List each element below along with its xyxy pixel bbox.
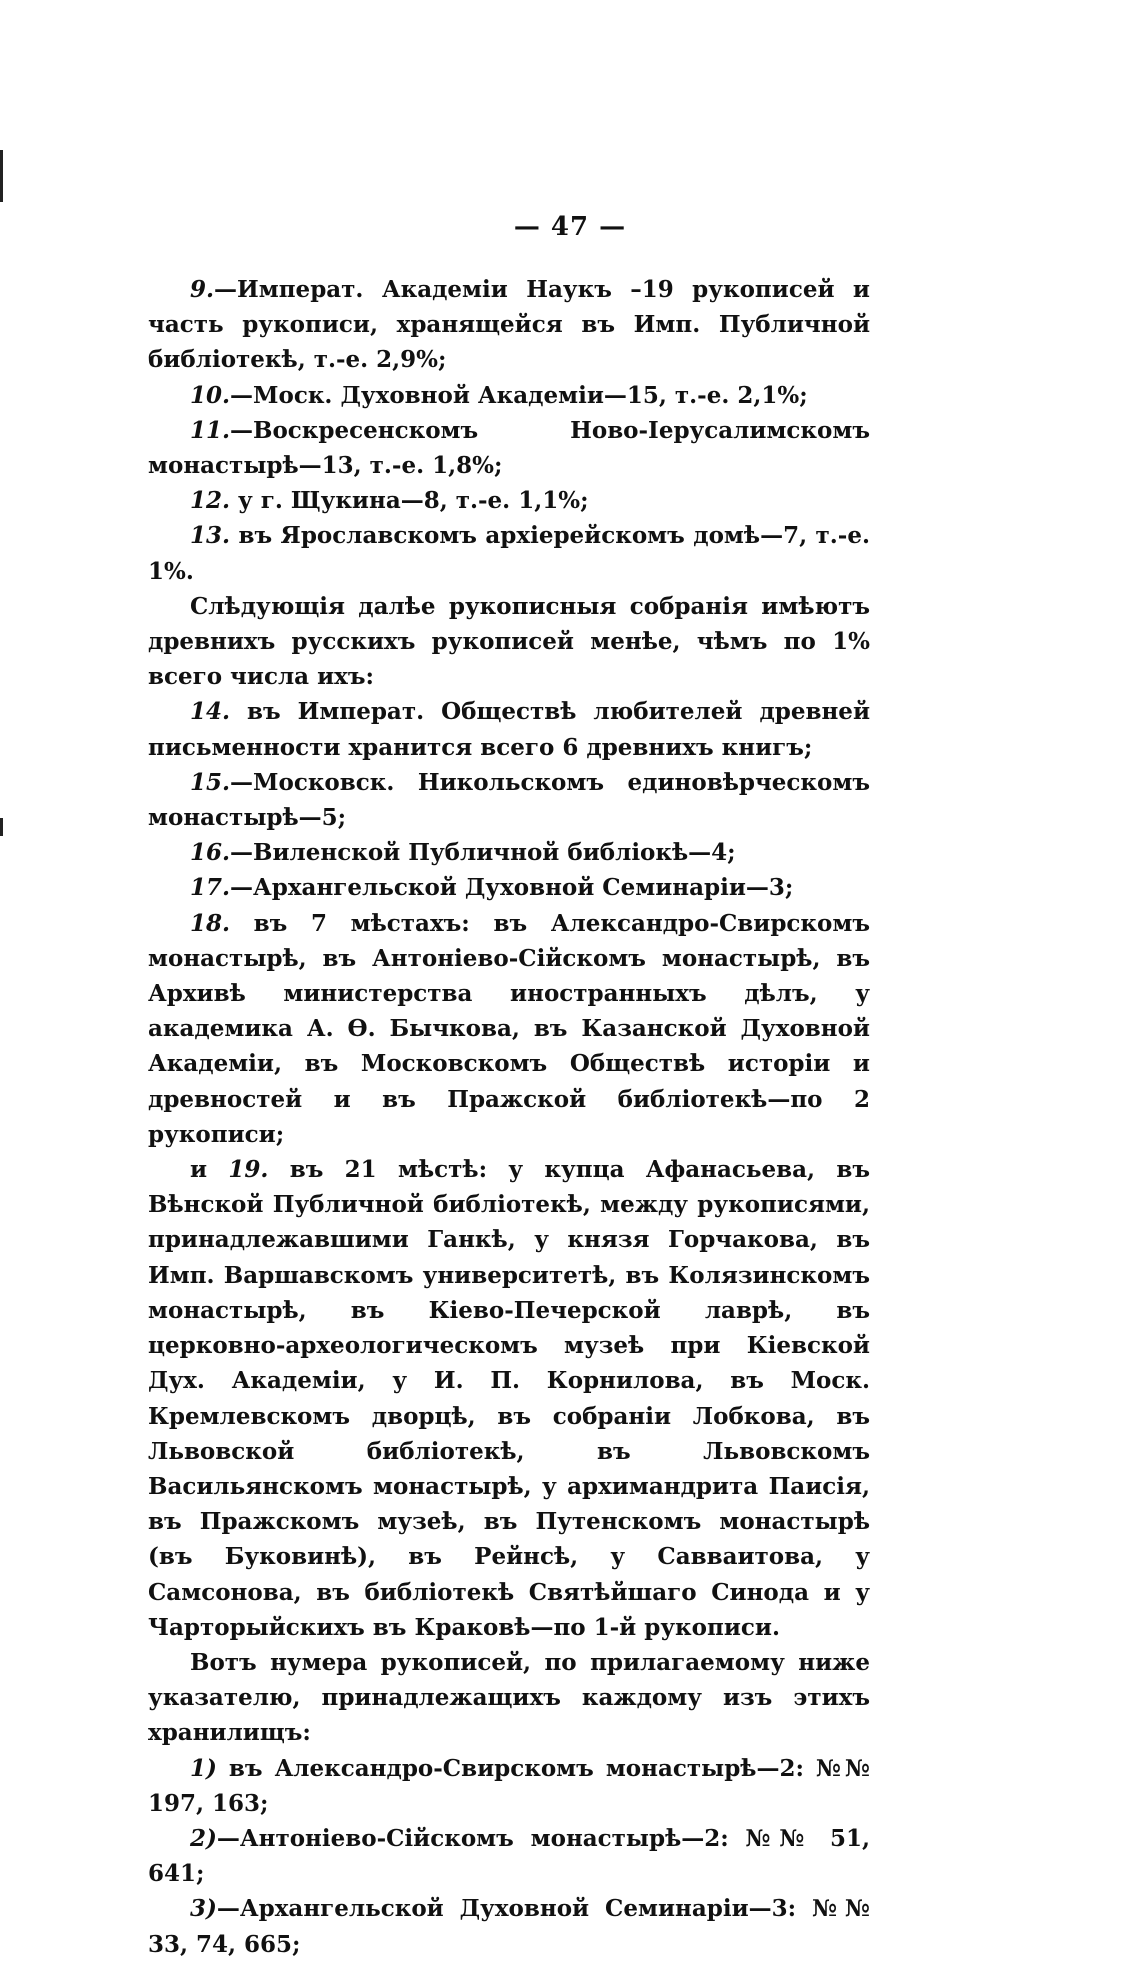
paragraph-14: [148, 694, 870, 764]
paragraph-text: —Императ. Академіи Наукъ –19 рукописей и часть рукописи, хранящейся въ Имп. Публичной библіотекѣ, т.-е. 2,9%;: [148, 276, 870, 374]
paragraph-text: —Московск. Никольскомъ единовѣрческомъ монастырѣ—5;: [148, 768, 870, 832]
paragraph-list-1: [148, 1751, 870, 1821]
paragraph-text: —Виленской Публичной библіокѣ—4;: [230, 839, 736, 867]
item-number: 3): [190, 1895, 217, 1923]
item-number: 10.: [190, 381, 231, 409]
item-number: 11.: [190, 416, 231, 444]
scan-edge-mark-top: [0, 150, 3, 202]
scan-edge-mark-middle: [0, 818, 3, 836]
paragraph-text: —Воскресенскомъ Ново-Іерусалимскомъ монастырѣ—13, т.-е. 1,8%;: [148, 416, 870, 480]
item-number: 13.: [190, 522, 231, 550]
paragraph-17: [148, 870, 870, 905]
paragraph-text: въ Александро-Свирскомъ монастырѣ—2: №№ 197, 163;: [148, 1754, 870, 1817]
item-number: 15.: [190, 768, 231, 796]
paragraph-text: —Архангельской Духовной Семинаріи—3: №№ 33, 74, 665;: [148, 1895, 870, 1958]
text-body: [148, 272, 870, 1962]
item-number: 16.: [190, 839, 231, 867]
paragraph-text: —Архангельской Духовной Семинаріи—3;: [230, 874, 794, 902]
item-number: 18.: [190, 909, 231, 937]
paragraph-intro-numbers: [148, 1645, 870, 1751]
item-number: 17.: [190, 874, 231, 902]
paragraph-15: [148, 765, 870, 835]
item-number: 19.: [228, 1156, 269, 1184]
paragraph-text: Слѣдующія далѣе рукописныя собранія имѣютъ древнихъ русскихъ рукописей менѣе, чѣмъ по 1% всего числа ихъ:: [148, 592, 870, 691]
paragraph-list-2: [148, 1821, 870, 1891]
paragraph-10: [148, 378, 870, 413]
paragraph-19: [148, 1152, 870, 1645]
paragraph-text: въ 7 мѣстахъ: въ Александро-Свирскомъ монастырѣ, въ Антоніево-Сійскомъ монастырѣ, въ Архивѣ министерства иностранныхъ дѣлъ, у академика А. Ѳ. Бычкова, въ Казанской Духовной Академіи, въ Московскомъ Обществѣ исторіи и древностей и въ Пражской библіотекѣ—по 2 рукописи;: [148, 909, 870, 1148]
item-number: 2): [190, 1824, 217, 1852]
paragraph-text: въ 21 мѣстѣ: у купца Афанасьева, въ Вѣнской Публичной библіотекѣ, между рукописями, принадлежавшими Ганкѣ, у князя Горчакова, въ Имп. Варшавскомъ университетѣ, въ Колязинскомъ монастырѣ, въ Кіево-Печерской лаврѣ, въ церковно-археологическомъ музеѣ при Кіевской Дух. Академіи, у И. П. Корнилова, въ Моск. Кремлевскомъ дворцѣ, въ собраніи Лобкова, въ Львовской библіотекѣ, въ Львовскомъ Васильянскомъ монастырѣ, у архимандрита Паисія, въ Пражскомъ музеѣ, въ Путенскомъ монастырѣ (въ Буковинѣ), въ Рейнсѣ, у Савваитова, у Самсонова, въ библіотекѣ Святѣйшаго Синода и у Чарторыйскихъ въ Краковѣ—по 1-й рукописи.: [148, 1156, 870, 1641]
paragraph-13: [148, 518, 870, 588]
paragraph-text: въ Императ. Обществѣ любителей древней письменности хранится всего 6 древнихъ книгъ;: [148, 698, 870, 761]
item-number: 9.: [190, 276, 215, 303]
paragraph-text: —Антоніево-Сійскомъ монастырѣ—2: №№ 51, 641;: [148, 1824, 870, 1888]
paragraph-18: [148, 906, 870, 1152]
page-number: — 47 —: [513, 212, 627, 242]
paragraph-text: —Моск. Духовной Академіи—15, т.-е. 2,1%;: [230, 381, 808, 409]
paragraph-list-3: [148, 1891, 870, 1961]
item-number: 12.: [190, 487, 231, 515]
paragraph-text: Вотъ нумера рукописей, по прилагаемому ниже указателю, принадлежащихъ каждому изъ этихъ хранилищъ:: [148, 1648, 870, 1747]
paragraph-11: [148, 413, 870, 483]
paragraph-9: [148, 272, 870, 378]
item-number: 14.: [190, 698, 231, 726]
paragraph-text: въ Ярославскомъ архіерейскомъ домѣ—7, т.-е. 1%.: [148, 522, 870, 585]
paragraph-16: [148, 835, 870, 870]
paragraph-text: у г. Щукина—8, т.-е. 1,1%;: [230, 487, 589, 515]
paragraph-12: [148, 483, 870, 518]
paragraph-intro-smaller-collections: [148, 589, 870, 695]
paragraph-prefix: и: [190, 1156, 229, 1184]
item-number: 1): [190, 1754, 217, 1782]
